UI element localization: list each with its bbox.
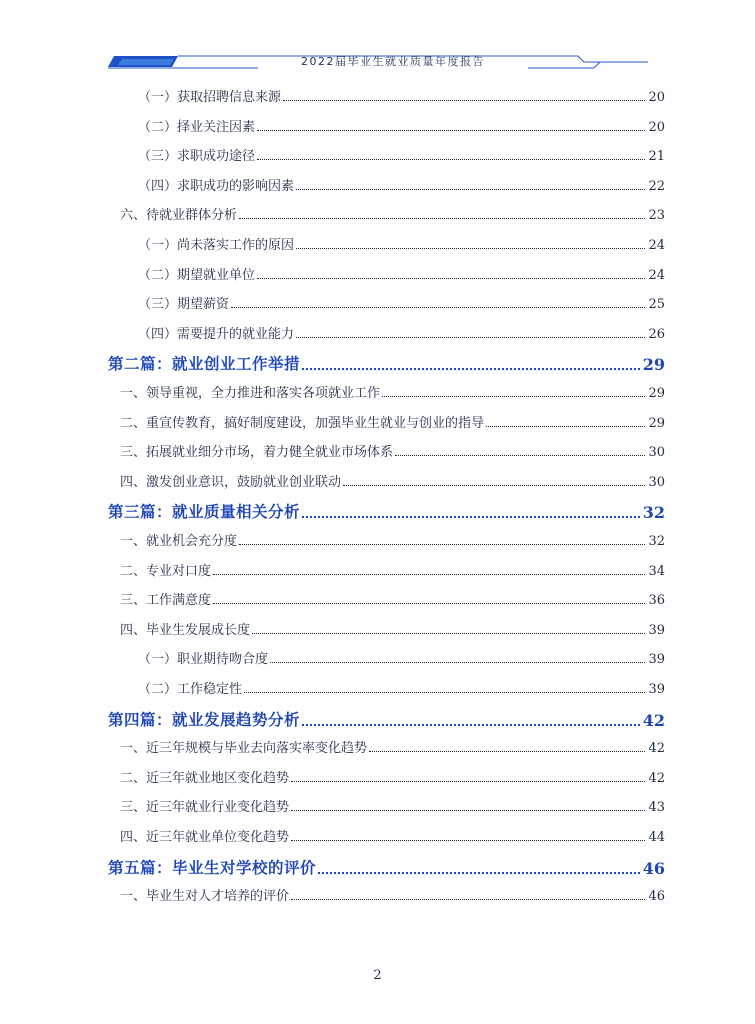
toc-entry[interactable] — [108, 293, 665, 312]
toc-entry[interactable] — [108, 471, 665, 490]
toc-dot-leader — [296, 188, 645, 190]
toc-entry[interactable] — [108, 589, 665, 608]
toc-entry-title: 二、重宣传教育，搞好制度建设，加强毕业生就业与创业的指导 — [120, 415, 485, 431]
toc-dot-leader — [291, 809, 645, 811]
toc-dot-leader — [291, 839, 645, 841]
toc-dot-leader — [318, 871, 640, 874]
toc-entry-title: 第二篇：就业创业工作举措 — [108, 355, 301, 374]
toc-entry[interactable] — [108, 441, 665, 460]
toc-dot-leader — [252, 632, 645, 634]
toc-entry-page: 21 — [648, 149, 665, 165]
toc-entry-page: 36 — [648, 593, 665, 609]
toc-entry-page: 30 — [648, 474, 665, 490]
toc-entry-page: 43 — [648, 800, 665, 816]
toc-dot-leader — [283, 99, 645, 101]
toc-entry-page: 34 — [648, 563, 665, 579]
toc-entry[interactable] — [108, 234, 665, 253]
toc-entry[interactable] — [108, 530, 665, 549]
toc-dot-leader — [291, 780, 645, 782]
toc-entry-title: 二、专业对口度 — [120, 563, 212, 579]
toc-entry-title: 三、拓展就业细分市场，着力健全就业市场体系 — [120, 445, 394, 461]
toc-dot-leader — [239, 217, 645, 219]
toc-entry-page: 25 — [648, 297, 665, 313]
toc-entry-page: 24 — [648, 238, 665, 253]
toc-part-entry[interactable] — [108, 352, 665, 374]
toc-entry[interactable] — [108, 678, 665, 697]
toc-entry[interactable] — [108, 175, 665, 194]
toc-entry-page: 39 — [648, 622, 665, 638]
toc-entry-page: 20 — [648, 119, 665, 135]
toc-dot-leader — [296, 247, 645, 249]
toc-dot-leader — [302, 367, 640, 370]
toc-entry-title: （四）求职成功的影响因素 — [138, 178, 295, 194]
toc-dot-leader — [231, 306, 645, 308]
toc-entry-page: 29 — [642, 355, 665, 375]
toc-dot-leader — [257, 129, 645, 131]
toc-entry-title: （二）期望就业单位 — [138, 267, 256, 283]
toc-entry-title: 四、近三年就业单位变化趋势 — [120, 830, 290, 845]
toc-entry[interactable] — [108, 619, 665, 638]
toc-entry[interactable] — [108, 648, 665, 667]
toc-entry-title: 四、毕业生发展成长度 — [120, 622, 251, 638]
toc-entry-page: 24 — [648, 267, 665, 283]
header-title: 2022届毕业生就业质量年度报告 — [301, 55, 485, 68]
toc-dot-leader — [291, 898, 645, 900]
toc-entry-page: 39 — [648, 682, 665, 697]
toc-dot-leader — [244, 691, 645, 693]
toc-entry[interactable] — [108, 767, 665, 786]
toc-entry[interactable] — [108, 796, 665, 815]
toc-entry-page: 42 — [642, 710, 665, 730]
toc-entry-title: （二）工作稳定性 — [138, 682, 243, 697]
toc-entry[interactable] — [108, 382, 665, 401]
toc-entry-page: 29 — [648, 386, 665, 401]
toc-entry[interactable] — [108, 86, 665, 105]
toc-entry[interactable] — [108, 145, 665, 164]
toc-entry-title: （三）求职成功途径 — [138, 149, 256, 165]
toc-entry-page: 22 — [648, 178, 665, 194]
toc-entry-title: 六、待就业群体分析 — [120, 208, 238, 224]
toc-entry-title: （四）需要提升的就业能力 — [138, 326, 295, 342]
toc-entry-title: （三）期望薪资 — [138, 297, 230, 313]
toc-entry[interactable] — [108, 323, 665, 342]
toc-entry[interactable] — [108, 737, 665, 756]
toc-entry-title: （一）获取招聘信息来源 — [138, 90, 282, 105]
toc-dot-leader — [302, 723, 640, 726]
toc-entry[interactable] — [108, 560, 665, 579]
toc-entry-title: 第四篇：就业发展趋势分析 — [108, 710, 301, 729]
toc-entry-page: 46 — [642, 858, 665, 878]
toc-entry-title: 三、工作满意度 — [120, 593, 212, 609]
toc-entry-page: 26 — [648, 326, 665, 342]
toc-entry-title: 一、近三年规模与毕业去向落实率变化趋势 — [120, 741, 368, 757]
toc-dot-leader — [257, 277, 645, 279]
toc-part-entry[interactable] — [108, 708, 665, 730]
toc-entry-title: （二）择业关注因素 — [138, 119, 256, 135]
toc-entry-title: 第五篇：毕业生对学校的评价 — [108, 858, 317, 877]
toc-dot-leader — [369, 750, 645, 752]
toc-entry-page: 46 — [648, 889, 665, 905]
toc-entry-page: 20 — [648, 90, 665, 105]
toc-entry-page: 30 — [648, 445, 665, 461]
toc-entry-title: （一）职业期待吻合度 — [138, 652, 269, 668]
toc-entry-page: 44 — [648, 830, 665, 845]
toc-entry[interactable] — [108, 412, 665, 431]
toc-entry[interactable] — [108, 885, 665, 904]
toc-part-entry[interactable] — [108, 856, 665, 878]
toc-dot-leader — [296, 336, 645, 338]
toc-dot-leader — [343, 484, 645, 486]
toc-entry-title: 四、激发创业意识，鼓励就业创业联动 — [120, 474, 342, 490]
toc-entry[interactable] — [108, 116, 665, 135]
toc-entry-page: 32 — [648, 534, 665, 549]
toc-dot-leader — [213, 573, 645, 575]
toc-entry[interactable] — [108, 826, 665, 845]
toc-entry-title: 二、近三年就业地区变化趋势 — [120, 770, 290, 786]
toc-dot-leader — [382, 395, 645, 397]
page-number: 2 — [373, 968, 382, 983]
toc-dot-leader — [213, 602, 645, 604]
toc-entry-title: 三、近三年就业行业变化趋势 — [120, 800, 290, 816]
toc-dot-leader — [270, 661, 645, 663]
toc-entry[interactable] — [108, 204, 665, 223]
toc-dot-leader — [395, 454, 645, 456]
toc-entry-page: 39 — [648, 652, 665, 668]
toc-entry-page: 32 — [642, 503, 665, 523]
toc-entry-title: 一、领导重视，全力推进和落实各项就业工作 — [120, 386, 381, 401]
toc-entry-page: 23 — [648, 208, 665, 224]
toc-entry[interactable] — [108, 264, 665, 283]
toc-entry-title: 第三篇：就业质量相关分析 — [108, 503, 301, 522]
toc-dot-leader — [486, 425, 645, 427]
toc-dot-leader — [239, 543, 645, 545]
toc-entry-page: 42 — [648, 741, 665, 757]
toc-dot-leader — [302, 515, 640, 518]
toc-entry-page: 29 — [648, 415, 665, 431]
toc-entry-title: 一、毕业生对人才培养的评价 — [120, 889, 290, 905]
page-header — [108, 46, 648, 74]
toc-entry-title: 一、就业机会充分度 — [120, 534, 238, 549]
toc-entry-title: （一）尚未落实工作的原因 — [138, 238, 295, 253]
toc-part-entry[interactable] — [108, 500, 665, 522]
toc-entry-page: 42 — [648, 770, 665, 786]
toc-dot-leader — [257, 158, 645, 160]
